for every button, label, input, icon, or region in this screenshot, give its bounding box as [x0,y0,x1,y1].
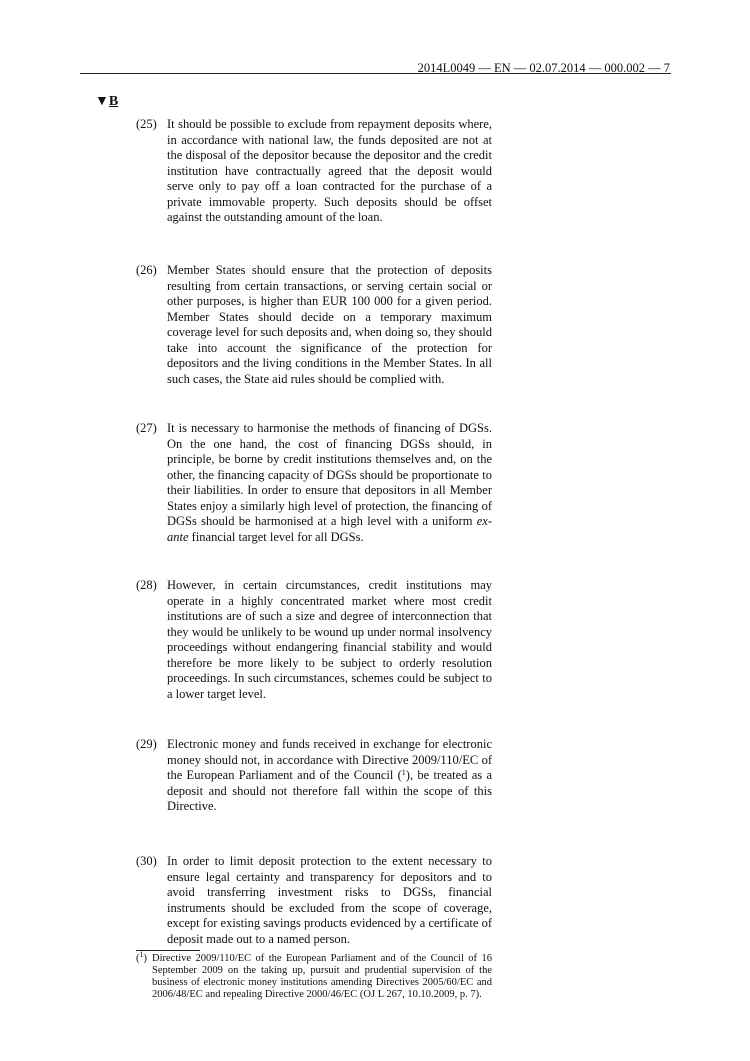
recital-number: (25) [136,117,157,131]
recital-text: It should be possible to exclude from repayment deposits where, in accordance with national law, the funds deposited are not at the disposal of the depositor because the depositor and the credit institution have contractually agreed that the deposit would serve only to pay off a loan contracted for the purchase of a private immovable property. Such deposits should be offset against the outstanding amount of the loan. [167,117,492,224]
recital-text-part: It is necessary to harmonise the methods of financing of DGSs. On the one hand, the cost of financing DGSs should, in principle, be borne by credit institutions themselves and, on the other, the financing capacity of DGSs should be proportionate to their liabilities. In order to ensure that depositors in all Member States enjoy a similarly high level of protection, the financing of DGSs should be harmonised at a high level with a uniform [167,421,492,528]
recital-number: (26) [136,263,157,277]
footnote-number: ($^1$) [136,950,147,964]
footnote [136,950,492,1001]
recital-25 [136,117,492,226]
amendment-marker [95,94,118,110]
recital-text: Member States should ensure that the protection of deposits resulting from certain transactions, or serving certain social or other purposes, is higher than EUR 100 000 for a given period. Member States should decide on a temporary maximum coverage level for such deposits and, when doing so, they should take into account the significance of the protection for depositors and the living conditions in the Member States. In all such cases, the State aid rules should be complied with. [167,263,492,386]
recital-text-part: financial target level for all DGSs. [188,529,364,544]
recital-text: However, in certain circumstances, credit institutions may operate in a highly concentrated market where most credit institutions are of such a size and degree of interconnection that they would be unlikely to be wound up under normal insolvency proceedings without endangering financial stability and would therefore be more likely to be subject to orderly resolution proceedings. In such circumstances, schemes could be subject to a lower target level. [167,578,492,701]
recital-28 [136,578,492,702]
recital-text: In order to limit deposit protection to the extent necessary to ensure legal certainty and transparency for depositors and to avoid transferring investment risks to DGSs, financial instruments should be excluded from the scope of coverage, except for existing savings products evidenced by a certificate of deposit made out to a named person. [167,854,492,946]
recital-text-part: Electronic money and funds received in exchange for electronic money should not, in accordance with Directive 2009/110/EC of the European Parliament and of the Council ( [167,737,492,782]
footnote-text: Directive 2009/110/EC of the European Parliament and of the Council of 16 September 2009 on the taking up, pursuit and prudential supervision of the business of electronic money institutions amending Directives 2005/60/EC and 2006/48/EC and repealing Directive 2000/46/EC (OJ L 267, 10.10.2009, p. 7). [152,953,492,1000]
recital-text [167,421,492,545]
down-triangle-icon: ▼ [95,94,109,109]
header-rule [80,73,671,74]
recital-30 [136,854,492,947]
footnote-reference[interactable]: 1 [401,768,406,777]
recital-text-part: ), be treated as a deposit and should not therefore fall within the scope of this Directive. [167,768,492,813]
recital-29 [136,737,492,815]
recital-number: (28) [136,578,157,592]
running-header: 2014L0049 — EN — 02.07.2014 — 000.002 — 7 [417,61,670,75]
footnote-separator [136,950,200,951]
recital-number: (29) [136,737,157,751]
footnote-number-value: 1 [139,950,144,959]
recital-26 [136,263,492,387]
amendment-marker-letter: B [108,94,119,109]
recital-text [167,737,492,815]
recital-number: (30) [136,854,157,868]
recital-number: (27) [136,421,157,435]
recital-27 [136,421,492,545]
recital-text-italic: ex-ante [167,514,492,544]
